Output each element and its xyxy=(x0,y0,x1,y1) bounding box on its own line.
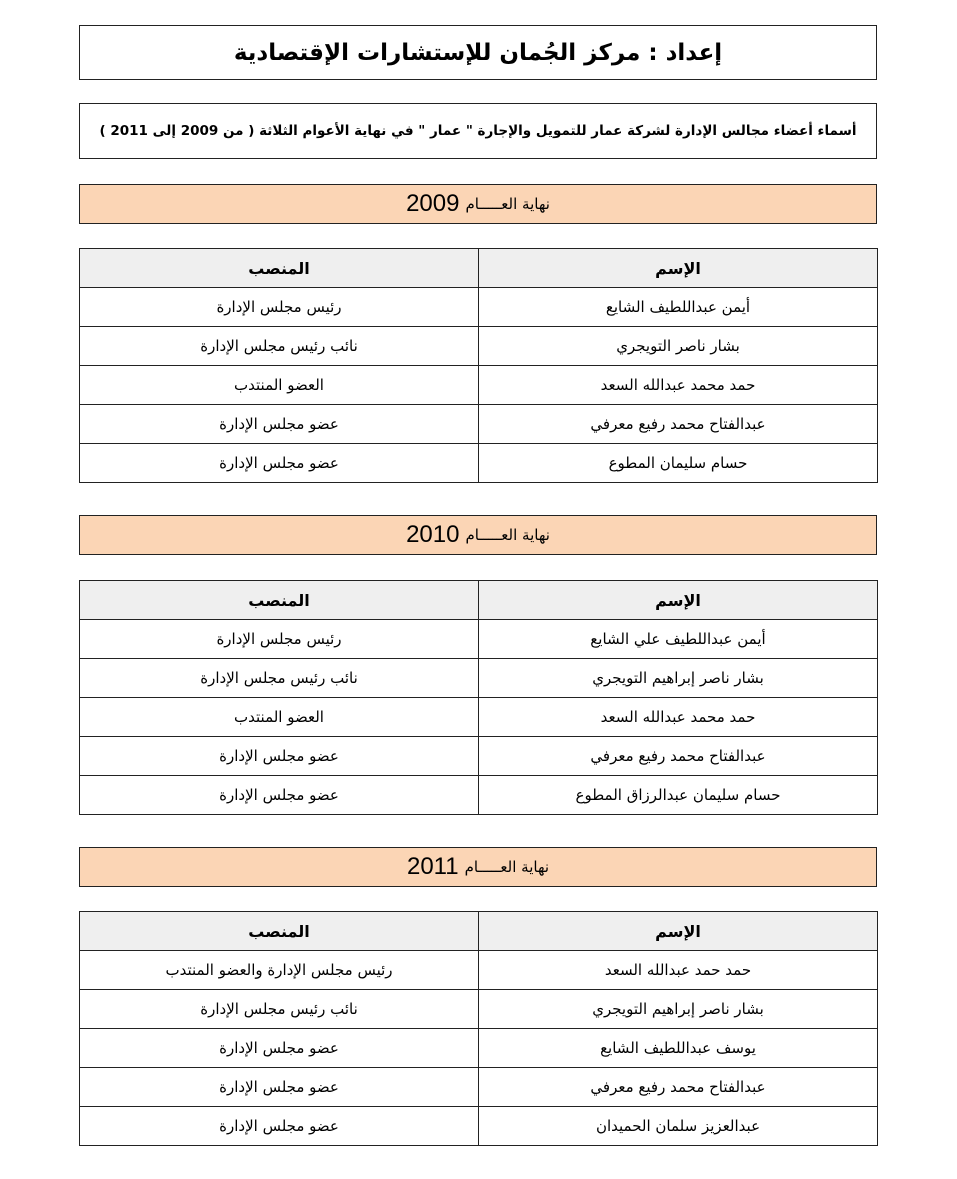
member-name: حمد محمد عبدالله السعد xyxy=(479,698,878,737)
member-position: عضو مجلس الإدارة xyxy=(80,444,479,483)
header-position: المنصب xyxy=(80,249,479,288)
member-position: نائب رئيس مجلس الإدارة xyxy=(80,327,479,366)
table-row xyxy=(80,1107,878,1146)
table-row xyxy=(80,288,878,327)
table-row xyxy=(80,1068,878,1107)
table-row xyxy=(80,698,878,737)
year-banner-label: نهاية العـــــام xyxy=(465,526,550,544)
document-title: إعداد : مركز الجُمان للإستشارات الإقتصادية xyxy=(233,39,723,66)
header-name: الإسم xyxy=(479,249,878,288)
header-position: المنصب xyxy=(80,581,479,620)
table-row xyxy=(80,1029,878,1068)
document-subtitle-box xyxy=(79,103,877,159)
member-name: عبدالفتاح محمد رفيع معرفي xyxy=(479,405,878,444)
table-row xyxy=(80,776,878,815)
year-banner-2009 xyxy=(79,184,877,224)
document-subtitle: أسماء أعضاء مجالس الإدارة لشركة عمار للتمويل والإجارة " عمار " في نهاية الأعوام الثلاثة ( من 2009 إلى 2011 ) xyxy=(99,123,857,139)
member-position: العضو المنتدب xyxy=(80,366,479,405)
table-row xyxy=(80,620,878,659)
table-row xyxy=(80,444,878,483)
table-row xyxy=(80,990,878,1029)
member-name: بشار ناصر إبراهيم التويجري xyxy=(479,659,878,698)
member-position: عضو مجلس الإدارة xyxy=(80,1029,479,1068)
member-name: أيمن عبداللطيف علي الشايع xyxy=(479,620,878,659)
year-banner-2010 xyxy=(79,515,877,555)
member-name: بشار ناصر إبراهيم التويجري xyxy=(479,990,878,1029)
table-row xyxy=(80,951,878,990)
year-banner-year: 2010 xyxy=(406,521,460,548)
board-table-2009 xyxy=(79,248,878,483)
member-position: عضو مجلس الإدارة xyxy=(80,1068,479,1107)
member-name: حسام سليمان عبدالرزاق المطوع xyxy=(479,776,878,815)
table-row xyxy=(80,737,878,776)
table-row xyxy=(80,659,878,698)
table-row xyxy=(80,405,878,444)
member-position: نائب رئيس مجلس الإدارة xyxy=(80,990,479,1029)
table-row xyxy=(80,366,878,405)
member-name: حمد حمد عبدالله السعد xyxy=(479,951,878,990)
member-name: عبدالفتاح محمد رفيع معرفي xyxy=(479,737,878,776)
year-banner-year: 2011 xyxy=(406,853,459,880)
board-table-2011 xyxy=(79,911,878,1146)
header-position: المنصب xyxy=(80,912,479,951)
member-position: عضو مجلس الإدارة xyxy=(80,737,479,776)
year-banner-label: نهاية العـــــام xyxy=(465,195,550,213)
member-position: رئيس مجلس الإدارة والعضو المنتدب xyxy=(80,951,479,990)
year-banner-year: 2009 xyxy=(406,190,460,217)
document-title-box xyxy=(79,25,877,80)
member-position: عضو مجلس الإدارة xyxy=(80,1107,479,1146)
table-header-row xyxy=(80,249,878,288)
member-name: أيمن عبداللطيف الشايع xyxy=(479,288,878,327)
header-name: الإسم xyxy=(479,912,878,951)
member-position: رئيس مجلس الإدارة xyxy=(80,620,479,659)
header-name: الإسم xyxy=(479,581,878,620)
member-name: عبدالفتاح محمد رفيع معرفي xyxy=(479,1068,878,1107)
year-banner-2011 xyxy=(79,847,877,887)
member-position: عضو مجلس الإدارة xyxy=(80,776,479,815)
table-row xyxy=(80,327,878,366)
member-name: عبدالعزيز سلمان الحميدان xyxy=(479,1107,878,1146)
member-position: عضو مجلس الإدارة xyxy=(80,405,479,444)
member-name: حسام سليمان المطوع xyxy=(479,444,878,483)
table-header-row xyxy=(80,581,878,620)
member-name: بشار ناصر التويجري xyxy=(479,327,878,366)
year-banner-label: نهاية العـــــام xyxy=(464,858,550,876)
member-name: حمد محمد عبدالله السعد xyxy=(479,366,878,405)
table-header-row xyxy=(80,912,878,951)
member-position: رئيس مجلس الإدارة xyxy=(80,288,479,327)
member-position: العضو المنتدب xyxy=(80,698,479,737)
board-table-2010 xyxy=(79,580,878,815)
member-position: نائب رئيس مجلس الإدارة xyxy=(80,659,479,698)
member-name: يوسف عبداللطيف الشايع xyxy=(479,1029,878,1068)
